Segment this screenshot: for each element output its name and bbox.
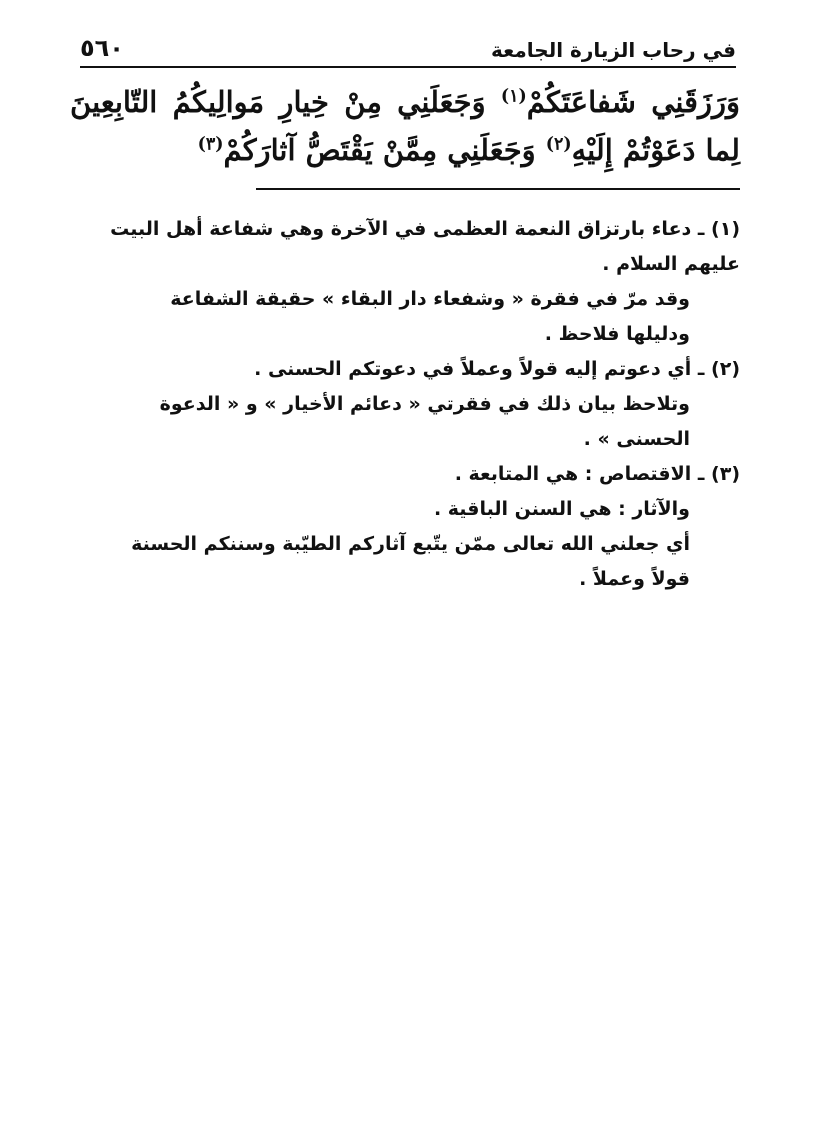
- main-text-line2-part1: إِلَيْهِ: [571, 133, 613, 167]
- page-number: ٥٦٠: [80, 34, 124, 62]
- footnote-3-continuation: والآثار : هي السنن الباقية .: [433, 498, 690, 520]
- footnote-3: (٣) ـ الاقتصاص : هي المتابعة .: [454, 463, 740, 485]
- main-text: [70, 78, 740, 174]
- footnote-separator: [256, 188, 740, 190]
- footnote-ref-3: (٣): [197, 134, 224, 155]
- footnote-3-summary: أي جعلني الله تعالى ممّن يتّبع آثاركم الطيّبة وسننكم الحسنة قولاً وعملاً .: [131, 533, 690, 590]
- footnote-ref-2: (٢): [545, 134, 572, 155]
- main-text-line1-part1: وَرَزَقَنِي شَفاعَتَكُمْ: [526, 85, 740, 119]
- footnotes: [100, 212, 740, 597]
- book-title: في رحاب الزيارة الجامعة: [491, 38, 736, 62]
- main-text-line2-part2: وَجَعَلَنِي مِمَّنْ يَقْتَصُّ آثارَكُمْ: [223, 133, 546, 167]
- footnote-ref-1: (١): [500, 86, 527, 107]
- main-text-line1-part2: وَجَعَلَنِي مِنْ خِيارِ مَوالِيكُمُ التّابِعِينَ لِما دَعَوْتُمْ: [70, 85, 740, 167]
- running-header: [80, 22, 736, 68]
- footnote-2-continuation: وتلاحظ بيان ذلك في فقرتي « دعائم الأخيار » و « الدعوة الحسنى » .: [159, 393, 690, 450]
- footnote-2: (٢) ـ أي دعوتم إليه قولاً وعملاً في دعوتكم الحسنى .: [254, 358, 740, 380]
- footnote-1-continuation: وقد مرّ في فقرة « وشفعاء دار البقاء » حقيقة الشفاعة ودليلها فلاحظ .: [170, 288, 690, 345]
- footnote-1: (١) ـ دعاء بارتزاق النعمة العظمى في الآخرة وهي شفاعة أهل البيت عليهم السلام .: [110, 218, 740, 275]
